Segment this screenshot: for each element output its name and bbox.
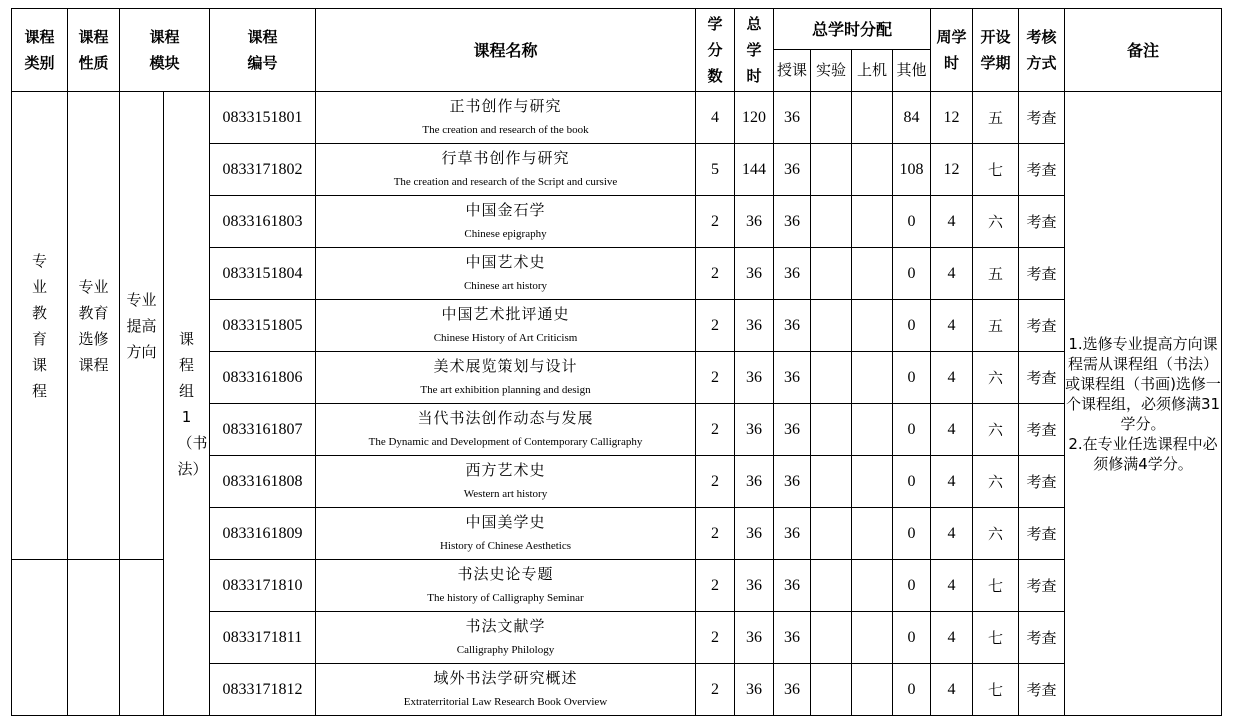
semester-value: 六 [988,421,1004,439]
cell-other [893,352,931,404]
nature-text: 专业教育选修课程 [78,277,109,374]
credits-value: 2 [711,681,719,698]
cell-lecture [774,456,811,508]
course-name [316,664,696,716]
cell-computer [852,404,893,456]
other-value: 108 [899,161,924,178]
cell-experiment [811,612,852,664]
cell-total [735,508,774,560]
cell-other [893,196,931,248]
cell-experiment [811,560,852,612]
course-name-en: Chinese History of Art Criticism [433,331,578,344]
cell-weekly [931,560,973,612]
other-value: 0 [907,629,916,646]
cell-assessment [1019,352,1065,404]
header-remarks: 备注 [1065,9,1222,92]
cell-semester [973,612,1019,664]
lecture-value: 36 [784,161,800,178]
cell-total [735,300,774,352]
cell-lecture [774,92,811,144]
other-value: 0 [907,421,916,438]
course-name-en: The art exhibition planning and design [420,383,591,396]
cell-semester [973,248,1019,300]
cell-computer [852,560,893,612]
credits-value: 2 [711,525,719,542]
cell-semester [973,300,1019,352]
course-code [210,196,316,248]
other-value: 0 [907,213,916,230]
credits-value: 2 [711,577,719,594]
cell-computer [852,664,893,716]
cell-experiment [811,196,852,248]
cell-computer [852,456,893,508]
cell-weekly [931,664,973,716]
cell-credits [696,508,735,560]
weekly-value: 4 [947,421,956,438]
course-code [210,456,316,508]
cell-total [735,92,774,144]
cell-assessment [1019,612,1065,664]
course-name [316,508,696,560]
cell-weekly [931,196,973,248]
assessment-value: 考查 [1026,161,1057,179]
credits-value: 2 [711,473,719,490]
course-code [210,404,316,456]
cell-total [735,612,774,664]
total-value: 36 [746,577,762,594]
course-code [210,300,316,352]
cell-credits [696,352,735,404]
cell-assessment [1019,404,1065,456]
cell-semester [973,196,1019,248]
remarks-line: 1.选修专业提高方向课程需从课程组（书法）或课程组（书画)选修一个课程组，必须修满31学分。 [1065,334,1221,433]
lecture-value: 36 [784,213,800,230]
cell-experiment [811,352,852,404]
cell-credits [696,300,735,352]
lecture-value: 36 [784,629,800,646]
lecture-value: 36 [784,317,800,334]
lecture-value: 36 [784,265,800,282]
blank-module-cell [120,560,164,716]
cell-assessment [1019,508,1065,560]
header-experiment: 实验 [811,50,852,92]
cell-other [893,404,931,456]
cell-computer [852,196,893,248]
weekly-value: 4 [947,213,956,230]
cell-experiment [811,456,852,508]
header-category: 课程类别 [12,9,68,92]
course-name [316,352,696,404]
cell-credits [696,196,735,248]
cell-other [893,248,931,300]
cell-credits [696,248,735,300]
cell-total [735,456,774,508]
cell-total [735,248,774,300]
course-code [210,508,316,560]
lecture-value: 36 [784,421,800,438]
weekly-value: 12 [943,161,960,178]
total-value: 36 [746,421,762,438]
cell-semester [973,456,1019,508]
course-name-cn: 域外书法学研究概述 [433,668,578,687]
cell-lecture [774,352,811,404]
cell-lecture [774,612,811,664]
cell-weekly [931,144,973,196]
cell-weekly [931,612,973,664]
semester-value: 五 [988,265,1004,283]
assessment-value: 考查 [1026,109,1057,127]
total-value: 36 [746,525,762,542]
course-code-text: 0833161809 [222,525,303,542]
cell-semester [973,560,1019,612]
course-group-text: 课程组1（书法） [177,329,208,478]
weekly-value: 4 [947,265,956,282]
cell-total [735,352,774,404]
cell-assessment [1019,560,1065,612]
header-assessment: 考核方式 [1019,9,1065,92]
cell-lecture [774,248,811,300]
header-total-hours: 总学时 [735,9,774,92]
weekly-value: 4 [947,629,956,646]
semester-value: 五 [988,109,1004,127]
course-code [210,352,316,404]
cell-lecture [774,560,811,612]
cell-computer [852,300,893,352]
total-value: 36 [746,681,762,698]
assessment-value: 考查 [1026,629,1057,647]
credits-value: 2 [711,213,719,230]
lecture-value: 36 [784,369,800,386]
cell-weekly [931,352,973,404]
header-name: 课程名称 [316,9,696,92]
semester-value: 七 [988,681,1004,699]
course-name-en: The Dynamic and Development of Contemporary Calligraphy [368,435,643,448]
cell-credits [696,664,735,716]
course-code-text: 0833171802 [222,161,303,178]
cell-computer [852,612,893,664]
semester-value: 六 [988,473,1004,491]
assessment-value: 考查 [1026,369,1057,387]
assessment-value: 考查 [1026,473,1057,491]
semester-value: 五 [988,317,1004,335]
blank-category-cell [12,560,68,716]
cell-total [735,196,774,248]
total-value: 36 [746,629,762,646]
cell-assessment [1019,196,1065,248]
cell-weekly [931,300,973,352]
cell-experiment [811,248,852,300]
cell-weekly [931,456,973,508]
cell-weekly [931,404,973,456]
course-name-en: Chinese art history [463,279,548,292]
assessment-value: 考查 [1026,317,1057,335]
cell-computer [852,92,893,144]
assessment-value: 考查 [1026,265,1057,283]
other-value: 0 [907,265,916,282]
other-value: 0 [907,681,916,698]
semester-value: 六 [988,525,1004,543]
cell-computer [852,508,893,560]
other-value: 0 [907,369,916,386]
cell-other [893,508,931,560]
cell-semester [973,404,1019,456]
lecture-value: 36 [784,473,800,490]
cell-other [893,144,931,196]
total-value: 36 [746,213,762,230]
semester-value: 六 [988,369,1004,387]
cell-lecture [774,404,811,456]
header-weekly-hours: 周学时 [931,9,973,92]
other-value: 0 [907,473,916,490]
cell-total [735,560,774,612]
course-code-text: 0833161803 [222,213,303,230]
total-value: 36 [746,473,762,490]
course-name-cn: 当代书法创作动态与发展 [417,408,594,427]
course-code [210,664,316,716]
lecture-value: 36 [784,577,800,594]
total-value: 120 [742,109,766,126]
cell-assessment [1019,300,1065,352]
course-code-text: 0833161806 [222,369,303,386]
course-name [316,248,696,300]
course-code [210,248,316,300]
course-name-cn: 美术展览策划与设计 [433,356,578,375]
course-name [316,144,696,196]
course-name [316,300,696,352]
cell-experiment [811,404,852,456]
course-code [210,144,316,196]
header-distribution: 总学时分配 [774,9,931,50]
credits-value: 2 [711,317,719,334]
cell-other [893,560,931,612]
credits-value: 2 [711,629,719,646]
cell-credits [696,456,735,508]
course-code [210,92,316,144]
semester-value: 七 [988,577,1004,595]
header-computer: 上机 [852,50,893,92]
cell-lecture [774,508,811,560]
category-text: 专业教育课程 [31,251,47,400]
cell-other [893,612,931,664]
course-name [316,456,696,508]
course-code-text: 0833151801 [222,109,303,126]
cell-experiment [811,508,852,560]
cell-experiment [811,664,852,716]
semester-value: 六 [988,213,1004,231]
weekly-value: 4 [947,525,956,542]
course-name-en: Western art history [463,487,548,500]
cell-lecture [774,300,811,352]
cell-credits [696,612,735,664]
course-code-text: 0833151804 [222,265,303,282]
cell-semester [973,92,1019,144]
course-code-text: 0833161807 [222,421,303,438]
cell-lecture [774,144,811,196]
course-name-cn: 正书创作与研究 [449,96,562,115]
nature-cell [68,92,120,560]
cell-assessment [1019,456,1065,508]
lecture-value: 36 [784,109,800,126]
cell-other [893,456,931,508]
cell-other [893,92,931,144]
other-value: 0 [907,525,916,542]
other-value: 0 [907,317,916,334]
course-code-text: 0833171811 [222,629,303,646]
cell-assessment [1019,664,1065,716]
course-name [316,92,696,144]
header-lecture: 授课 [774,50,811,92]
header-semester: 开设学期 [973,9,1019,92]
course-code-text: 0833151805 [222,317,303,334]
cell-assessment [1019,248,1065,300]
header-other: 其他 [893,50,931,92]
course-name-cn: 中国美学史 [465,512,546,531]
cell-semester [973,144,1019,196]
cell-computer [852,352,893,404]
cell-lecture [774,196,811,248]
weekly-value: 4 [947,473,956,490]
remarks-line: 2.在专业任选课程中必须修满4学分。 [1068,434,1218,473]
cell-other [893,664,931,716]
course-group-cell [164,92,210,716]
course-name-cn: 中国艺术史 [465,252,546,271]
credits-value: 5 [711,161,719,178]
course-name-cn: 西方艺术史 [465,460,546,479]
remarks-cell [1065,92,1222,716]
header-module: 课程模块 [120,9,210,92]
cell-lecture [774,664,811,716]
header-nature: 课程性质 [68,9,120,92]
course-name-en: History of Chinese Aesthetics [439,539,572,552]
cell-weekly [931,92,973,144]
course-code-text: 0833161808 [222,473,303,490]
course-name-cn: 书法文献学 [465,616,546,635]
lecture-value: 36 [784,681,800,698]
cell-experiment [811,92,852,144]
course-code-text: 0833171810 [222,577,303,594]
cell-credits [696,404,735,456]
course-name [316,560,696,612]
weekly-value: 4 [947,369,956,386]
header-credits: 学分数 [696,9,735,92]
weekly-value: 4 [947,577,956,594]
cell-semester [973,352,1019,404]
cell-total [735,664,774,716]
cell-weekly [931,248,973,300]
course-name-cn: 行草书创作与研究 [441,148,570,167]
cell-assessment [1019,92,1065,144]
credits-value: 2 [711,265,719,282]
cell-credits [696,144,735,196]
cell-total [735,144,774,196]
credits-value: 2 [711,421,719,438]
total-value: 36 [746,317,762,334]
assessment-value: 考查 [1026,577,1057,595]
credits-value: 4 [711,109,719,126]
cell-semester [973,508,1019,560]
header-code: 课程编号 [210,9,316,92]
weekly-value: 4 [947,317,956,334]
course-name-en: The creation and research of the Script and cursive [393,175,618,188]
course-code [210,612,316,664]
course-name-cn: 中国金石学 [465,200,546,219]
blank-nature-cell [68,560,120,716]
total-value: 144 [742,161,766,178]
lecture-value: 36 [784,525,800,542]
cell-total [735,404,774,456]
cell-experiment [811,144,852,196]
course-name-cn: 中国艺术批评通史 [441,304,570,323]
course-table-body [12,92,1222,716]
course-name [316,196,696,248]
other-value: 0 [907,577,916,594]
cell-computer [852,248,893,300]
course-name-en: Chinese epigraphy [464,227,547,240]
total-value: 36 [746,369,762,386]
cell-computer [852,144,893,196]
cell-credits [696,92,735,144]
module-text: 专业提高方向 [126,290,157,361]
total-value: 36 [746,265,762,282]
weekly-value: 4 [947,681,956,698]
course-name-en: Extraterritorial Law Research Book Overview [403,695,608,708]
course-name-en: The creation and research of the book [422,123,589,136]
table-row [12,92,1222,144]
assessment-value: 考查 [1026,421,1057,439]
course-table [11,8,1222,716]
cell-weekly [931,508,973,560]
assessment-value: 考查 [1026,681,1057,699]
cell-assessment [1019,144,1065,196]
assessment-value: 考查 [1026,525,1057,543]
course-code [210,560,316,612]
category-cell [12,92,68,560]
course-name [316,404,696,456]
credits-value: 2 [711,369,719,386]
semester-value: 七 [988,629,1004,647]
course-name-en: The history of Calligraphy Seminar [427,591,584,604]
cell-other [893,300,931,352]
course-name-cn: 书法史论专题 [457,564,554,583]
assessment-value: 考查 [1026,213,1057,231]
semester-value: 七 [988,161,1004,179]
weekly-value: 12 [943,109,960,126]
other-value: 84 [903,109,920,126]
cell-semester [973,664,1019,716]
cell-credits [696,560,735,612]
course-name-en: Calligraphy Philology [456,643,555,656]
course-name [316,612,696,664]
module-cell [120,92,164,560]
course-code-text: 0833171812 [222,681,303,698]
cell-experiment [811,300,852,352]
